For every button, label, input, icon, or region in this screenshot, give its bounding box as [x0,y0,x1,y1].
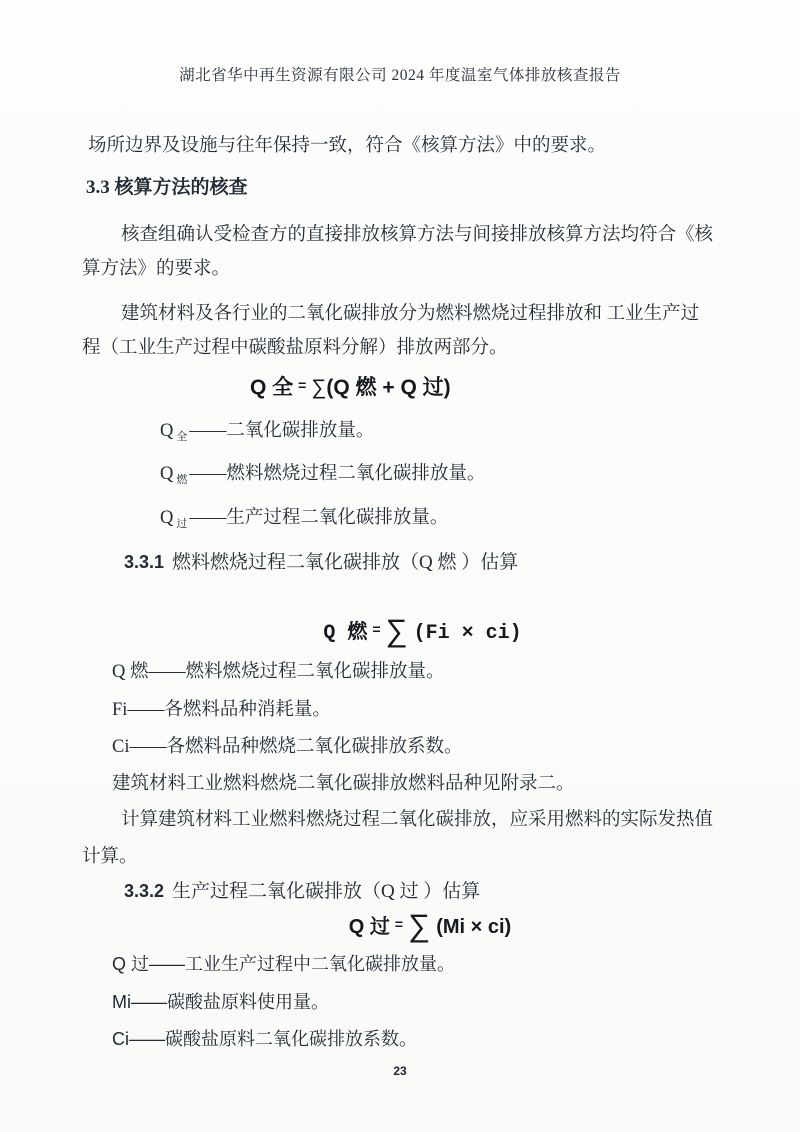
paragraph-materials-line2: 程（工业生产过程中碳酸盐原料分解）排放两部分。 [82,338,508,358]
paragraph-boundary-line: 场所边界及设施与往年保持一致，符合《核算方法》中的要求。 [88,136,607,156]
paragraph-calc-line2: 计算。 [82,847,138,867]
symbol-q: Q [160,508,174,528]
section-3-3-heading: 3.3 核算方法的核查 [86,177,248,198]
definition-line: Mi——碳酸盐原料使用量。 [112,992,329,1012]
definition-line: Q 燃——燃料燃烧过程二氧化碳排放量。 [112,662,445,682]
section-number: 3.3.1 [124,552,165,572]
sigma-icon: ∑ [385,613,408,648]
definition-line: Ci——各燃料品种燃烧二氧化碳排放系数。 [112,737,463,757]
definition-text: ——燃料燃烧过程二氧化碳排放量。 [189,464,486,484]
symbol-subscript: 过 [176,518,188,530]
definition-line: Ci——碳酸盐原料二氧化碳排放系数。 [112,1029,417,1049]
formula-fuel-combustion [0,613,800,649]
formula-total-emissions [250,371,451,401]
definition-q-total [160,419,374,444]
paragraph-appendix-line: 建筑材料工业燃料燃烧二氧化碳排放燃料品种见附录二。 [112,774,575,794]
section-title-text: 燃料燃烧过程二氧化碳排放（Q 燃 ）估算 [172,552,519,573]
sigma-icon: ∑ [408,908,431,943]
definition-line: Fi——各燃料品种消耗量。 [112,700,331,720]
symbol-subscript: 燃 [176,474,188,486]
definition-q-process [160,506,448,531]
formula-lhs: Q 燃 [323,622,368,645]
symbol-q: Q [160,421,174,441]
formula-rhs: (Q 燃 + Q 过) [326,376,451,399]
section-3-3-1-heading [124,551,518,576]
formula-rhs: (Mi × ci) [436,916,512,938]
formula-lhs: Q 全 [250,376,294,399]
definition-line: Q 过——工业生产过程中二氧化碳排放量。 [112,954,456,974]
formula-lhs: Q 过 [348,916,390,938]
definition-text: ——生产过程二氧化碳排放量。 [189,508,449,528]
equals-sign: = [298,377,307,393]
paragraph-confirm-line2: 算方法》的要求。 [82,259,231,279]
section-3-3-2-heading [124,880,480,905]
page-number: 23 [393,1064,407,1078]
section-number: 3.3.2 [124,881,165,901]
paragraph-calc-line1: 计算建筑材料工业燃料燃烧过程二氧化碳排放，应采用燃料的实际发热值 [121,810,714,830]
paragraph-materials-line1: 建筑材料及各行业的二氧化碳排放分为燃料燃烧过程排放和 工业生产过 [121,304,700,324]
symbol-q: Q [160,464,174,484]
definition-text: ——二氧化碳排放量。 [189,421,375,441]
definition-q-fuel [160,462,485,487]
document-header-title: 湖北省华中再生资源有限公司 2024 年度温室气体排放核查报告 [179,67,621,84]
section-title-text: 生产过程二氧化碳排放（Q 过 ）估算 [172,881,481,902]
sigma-icon: ∑ [311,376,327,399]
formula-production-process [0,908,800,944]
symbol-subscript: 全 [176,431,188,443]
formula-rhs: (Fi × ci) [413,622,522,645]
equals-sign: = [372,621,381,637]
equals-sign: = [394,916,404,932]
paragraph-confirm-line1: 核查组确认受检查方的直接排放核算方法与间接排放核算方法均符合《核 [121,225,714,245]
